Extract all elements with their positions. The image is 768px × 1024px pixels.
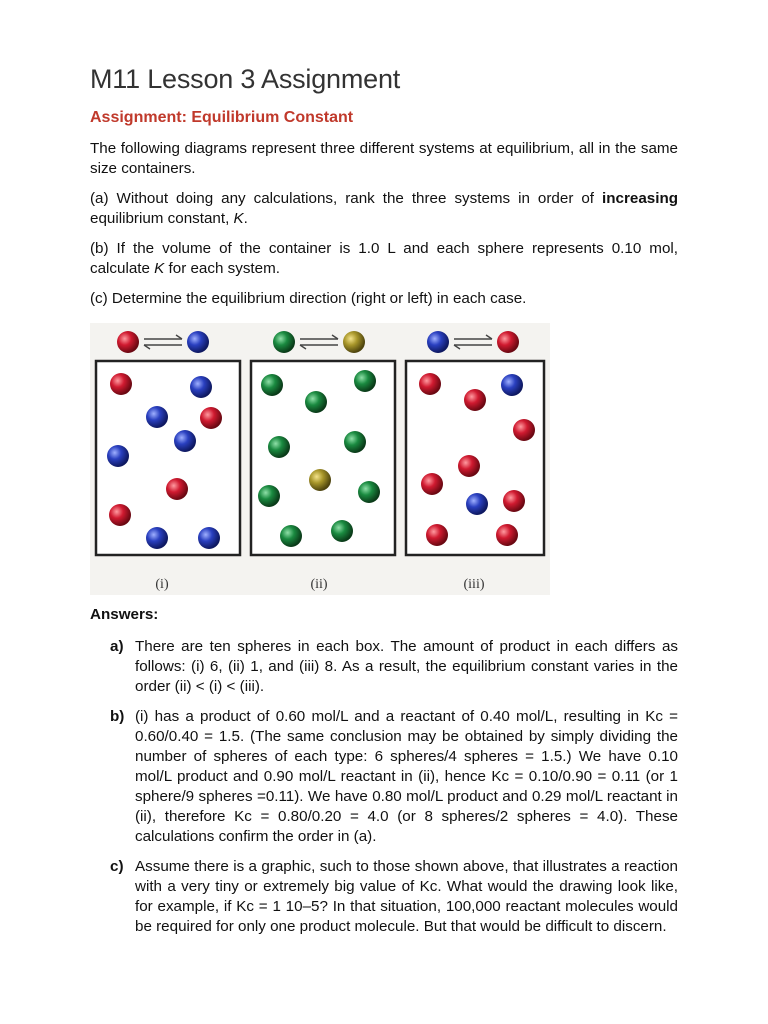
sphere — [421, 473, 443, 495]
sphere — [190, 376, 212, 398]
question-b — [90, 239, 678, 279]
equilibrium-arrows-icon — [300, 335, 338, 349]
reactant-sphere-legend — [273, 331, 295, 353]
answer-text: There are ten spheres in each box. The amount of product in each differs as follows: (i) 6, (ii) 1, and (iii) 8. As a result, the equilibrium constant varies in the order (ii) < (i) < (iii). — [135, 638, 678, 695]
sphere — [331, 520, 353, 542]
answer-item — [110, 857, 678, 937]
sphere — [503, 490, 525, 512]
sphere — [354, 370, 376, 392]
question-a-middle: equilibrium constant, — [90, 210, 234, 227]
sphere — [305, 391, 327, 413]
sphere — [358, 481, 380, 503]
sphere — [258, 485, 280, 507]
panel-caption: (i) — [155, 577, 169, 592]
equilibrium-arrows-icon — [144, 335, 182, 349]
question-a-italic: K — [233, 210, 244, 227]
reactant-sphere-legend — [427, 331, 449, 353]
sphere — [146, 406, 168, 428]
answer-item — [110, 707, 678, 847]
sphere — [466, 493, 488, 515]
answer-text: Assume there is a graphic, such to those shown above, that illustrates a reaction with a very tiny or extremely big value of Kc. What would the drawing look like, for example, if Kc = 1 10–5? In that situation, 100,000 reactant molecules would be required for only one product molecule. But that would be difficult to discern. — [135, 858, 678, 935]
sphere — [309, 469, 331, 491]
answer-label: c) — [110, 858, 124, 875]
answers-heading: Answers: — [90, 606, 159, 623]
sphere — [200, 407, 222, 429]
assignment-heading: Assignment: Equilibrium Constant — [90, 109, 354, 126]
product-sphere-legend — [343, 331, 365, 353]
reactant-sphere-legend — [117, 331, 139, 353]
panel-caption: (ii) — [310, 577, 328, 592]
sphere — [513, 419, 535, 441]
panel-i — [96, 331, 240, 592]
answer-text: (i) has a product of 0.60 mol/L and a reactant of 0.40 mol/L, resulting in Kc = 0.60/0.40 = 1.5. (The same conclusion may be obtained by simply dividing the number of spheres of each type: 6 spheres/4 spheres = 1.5.) We have 0.10 mol/L product and 0.90 mol/L reactant in (ii), hence Kc = 0.10/0.90 = 0.11 (or 1 sphere/9 spheres =0.11). We have 0.80 mol/L product and 0.29 mol/L reactant in (ii), therefore Kc = 0.80/0.20 = 4.0 (or 8 spheres/2 spheres = 4.0). These calculations confirm the order in (a). — [135, 708, 678, 845]
equilibrium-figure — [90, 323, 550, 595]
question-b-italic: K — [154, 260, 165, 277]
page-title: M11 Lesson 3 Assignment — [90, 64, 401, 94]
question-a-suffix: . — [243, 210, 248, 227]
sphere — [146, 527, 168, 549]
sphere — [166, 478, 188, 500]
question-a-bold: increasing — [602, 190, 678, 207]
sphere — [280, 525, 302, 547]
question-a-prefix: (a) Without doing any calculations, rank the three systems in order of — [90, 190, 603, 207]
answers-list — [110, 637, 678, 947]
question-b-prefix: (b) If the volume of the container is 1.0 L and each sphere represents 0.10 mol, calculate — [90, 240, 678, 277]
sphere — [109, 504, 131, 526]
sphere — [458, 455, 480, 477]
sphere — [198, 527, 220, 549]
sphere — [261, 374, 283, 396]
sphere — [501, 374, 523, 396]
sphere — [344, 431, 366, 453]
sphere — [107, 445, 129, 467]
product-sphere-legend — [497, 331, 519, 353]
panel-ii — [251, 331, 395, 592]
sphere — [174, 430, 196, 452]
question-a — [90, 189, 678, 229]
equilibrium-arrows-icon — [454, 335, 492, 349]
panel-caption: (iii) — [463, 577, 485, 592]
sphere — [268, 436, 290, 458]
answer-label: a) — [110, 638, 124, 655]
sphere — [426, 524, 448, 546]
question-c: (c) Determine the equilibrium direction (right or left) in each case. — [90, 290, 527, 307]
sphere — [496, 524, 518, 546]
question-b-suffix: for each system. — [164, 260, 280, 277]
answer-label: b) — [110, 708, 125, 725]
equilibrium-diagram — [90, 323, 550, 595]
document-body — [90, 64, 678, 309]
intro-paragraph: The following diagrams represent three different systems at equilibrium, all in the same size containers. — [90, 140, 678, 177]
sphere — [464, 389, 486, 411]
answer-item — [110, 637, 678, 697]
sphere — [419, 373, 441, 395]
sphere — [110, 373, 132, 395]
product-sphere-legend — [187, 331, 209, 353]
panel-iii — [406, 331, 544, 592]
